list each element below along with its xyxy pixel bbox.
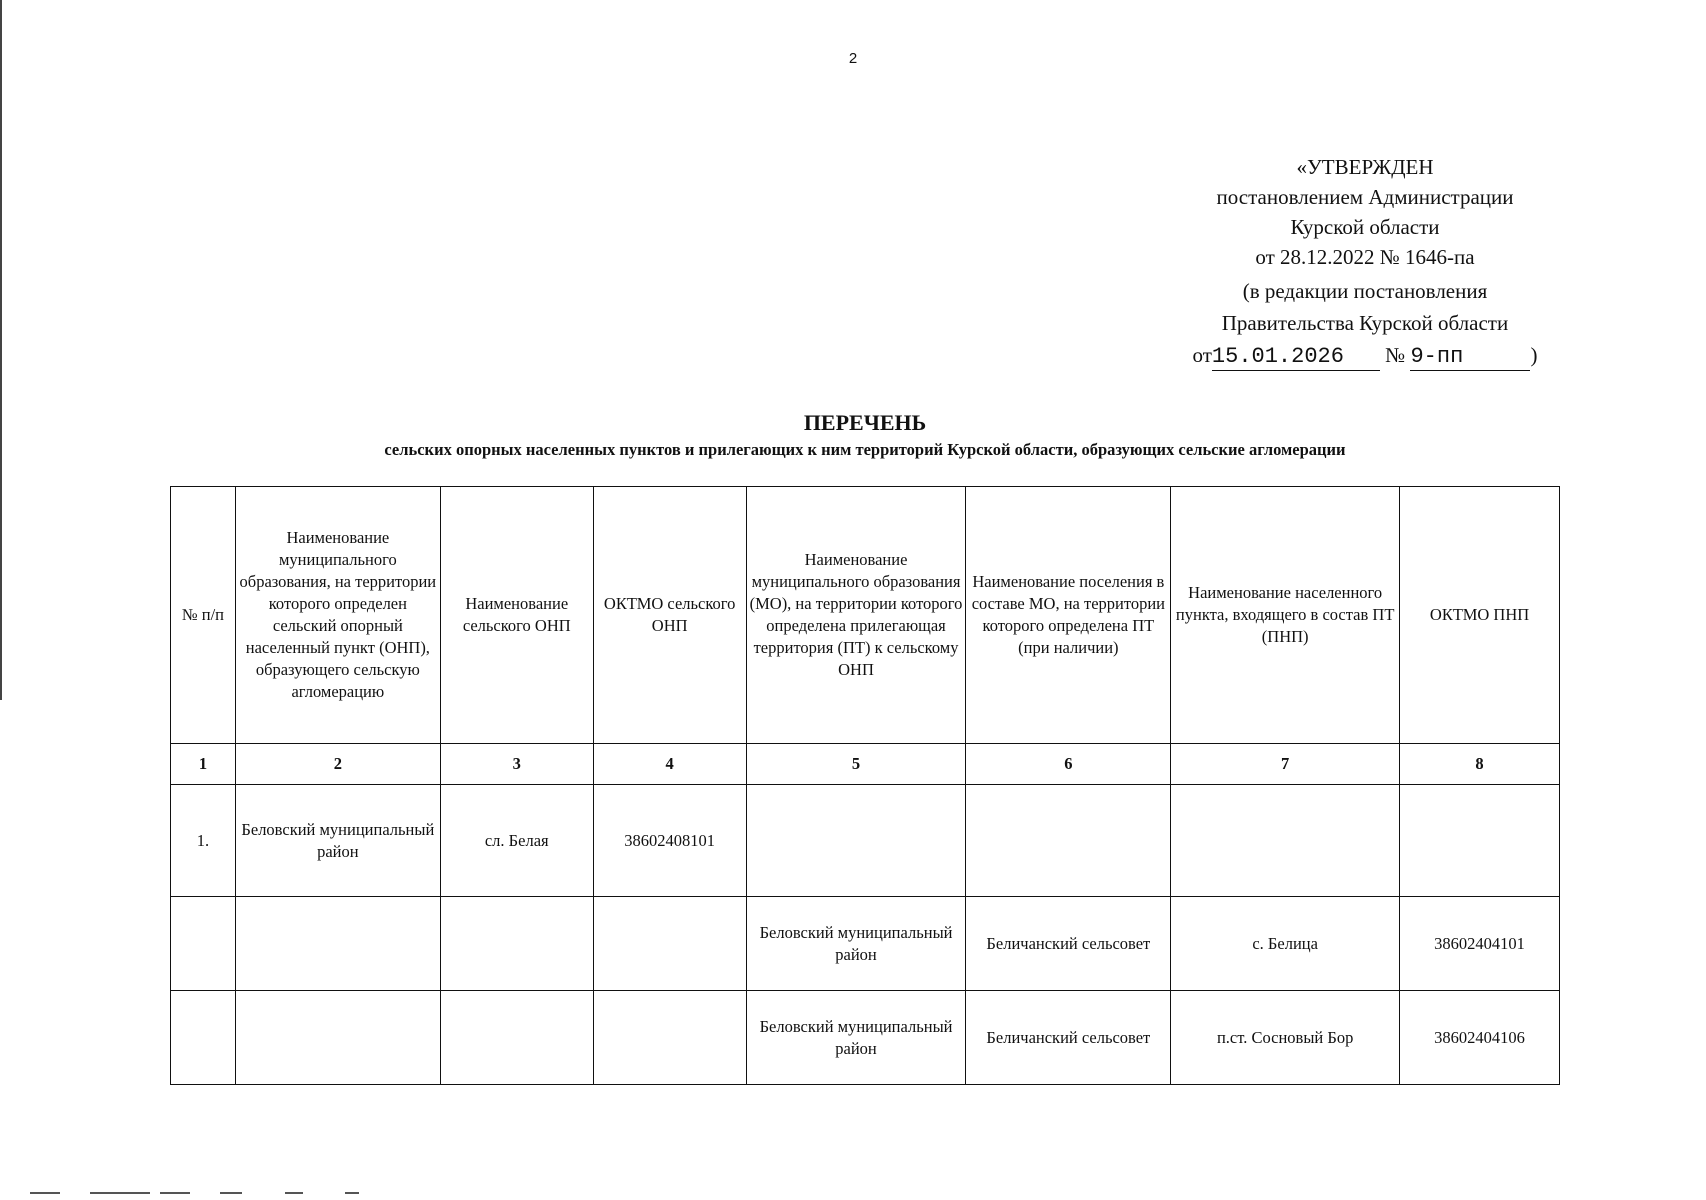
date-prefix: от bbox=[1192, 343, 1212, 367]
table-cell bbox=[1400, 785, 1560, 897]
date-field: 15.01.2026 bbox=[1212, 344, 1380, 371]
closing-paren: ) bbox=[1530, 343, 1538, 367]
table-row bbox=[171, 785, 1560, 897]
header-cell: Наименование сельского ОНП bbox=[440, 487, 593, 744]
approval-line: постановлением Администрации bbox=[1216, 185, 1514, 209]
table-cell: Беличанский сельсовет bbox=[966, 897, 1171, 991]
document-title: ПЕРЕЧЕНЬ bbox=[803, 410, 927, 435]
table-cell bbox=[1171, 785, 1400, 897]
table-cell: Беловский муниципальный район bbox=[235, 785, 440, 897]
table-cell bbox=[171, 991, 236, 1085]
table-cell bbox=[593, 897, 746, 991]
table-cell: 1. bbox=[171, 785, 236, 897]
table-cell: сл. Белая bbox=[440, 785, 593, 897]
table-cell: 38602404106 bbox=[1400, 991, 1560, 1085]
column-number: 2 bbox=[235, 744, 440, 785]
dash bbox=[345, 1192, 359, 1194]
column-number-row bbox=[171, 744, 1560, 785]
approval-stamp bbox=[1180, 152, 1550, 371]
approval-date-line bbox=[1180, 340, 1550, 371]
number-prefix: № bbox=[1385, 343, 1406, 367]
table-cell: п.ст. Сосновый Бор bbox=[1171, 991, 1400, 1085]
header-cell: ОКТМО сельского ОНП bbox=[593, 487, 746, 744]
dash bbox=[220, 1192, 242, 1194]
dash bbox=[285, 1192, 303, 1194]
page-left-edge bbox=[0, 0, 2, 700]
table-cell: 38602408101 bbox=[593, 785, 746, 897]
column-number: 8 bbox=[1400, 744, 1560, 785]
header-cell: Наименование поселения в составе МО, на территории которого определена ПТ (при наличии) bbox=[966, 487, 1171, 744]
table-row bbox=[171, 991, 1560, 1085]
table-cell: Беличанский сельсовет bbox=[966, 991, 1171, 1085]
document-subtitle: сельских опорных населенных пунктов и прилегающих к ним территорий Курской области, образующих сельские агломерации bbox=[384, 440, 1346, 459]
table-cell bbox=[593, 991, 746, 1085]
table-cell bbox=[440, 991, 593, 1085]
header-cell: Наименование муниципального образования (МО), на территории которого определена прилегающая территория (ПТ) к сельскому ОНП bbox=[746, 487, 966, 744]
table-cell bbox=[235, 897, 440, 991]
header-cell: ОКТМО ПНП bbox=[1400, 487, 1560, 744]
approval-line: (в редакции постановления bbox=[1242, 279, 1488, 303]
column-number: 3 bbox=[440, 744, 593, 785]
agglomeration-table bbox=[170, 486, 1560, 1085]
header-cell: Наименование муниципального образования, на территории которого определен сельский опорный населенный пункт (ОНП), образующего сельскую агломерацию bbox=[235, 487, 440, 744]
table-cell bbox=[966, 785, 1171, 897]
header-cell: № п/п bbox=[171, 487, 236, 744]
column-number: 7 bbox=[1171, 744, 1400, 785]
table-row bbox=[171, 897, 1560, 991]
table-cell: Беловский муниципальный район bbox=[746, 991, 966, 1085]
table-cell bbox=[235, 991, 440, 1085]
table-cell: Беловский муниципальный район bbox=[746, 897, 966, 991]
page-number: 2 bbox=[848, 50, 858, 67]
table-cell bbox=[171, 897, 236, 991]
table-cell bbox=[746, 785, 966, 897]
approval-line: от 28.12.2022 № 1646-па bbox=[1255, 245, 1475, 269]
table-cell bbox=[440, 897, 593, 991]
dash bbox=[30, 1192, 60, 1194]
table-cell: с. Белица bbox=[1171, 897, 1400, 991]
column-number: 1 bbox=[171, 744, 236, 785]
approval-line: Курской области bbox=[1290, 215, 1440, 239]
table-cell: 38602404101 bbox=[1400, 897, 1560, 991]
dash bbox=[160, 1192, 190, 1194]
column-number: 6 bbox=[966, 744, 1171, 785]
dash bbox=[90, 1192, 150, 1194]
column-number: 5 bbox=[746, 744, 966, 785]
approval-line: «УТВЕРЖДЕН bbox=[1296, 155, 1434, 179]
header-cell: Наименование населенного пункта, входящего в состав ПТ (ПНП) bbox=[1171, 487, 1400, 744]
number-field: 9-пп bbox=[1410, 344, 1530, 371]
table-header-row bbox=[171, 487, 1560, 744]
column-number: 4 bbox=[593, 744, 746, 785]
approval-line: Правительства Курской области bbox=[1221, 311, 1509, 335]
